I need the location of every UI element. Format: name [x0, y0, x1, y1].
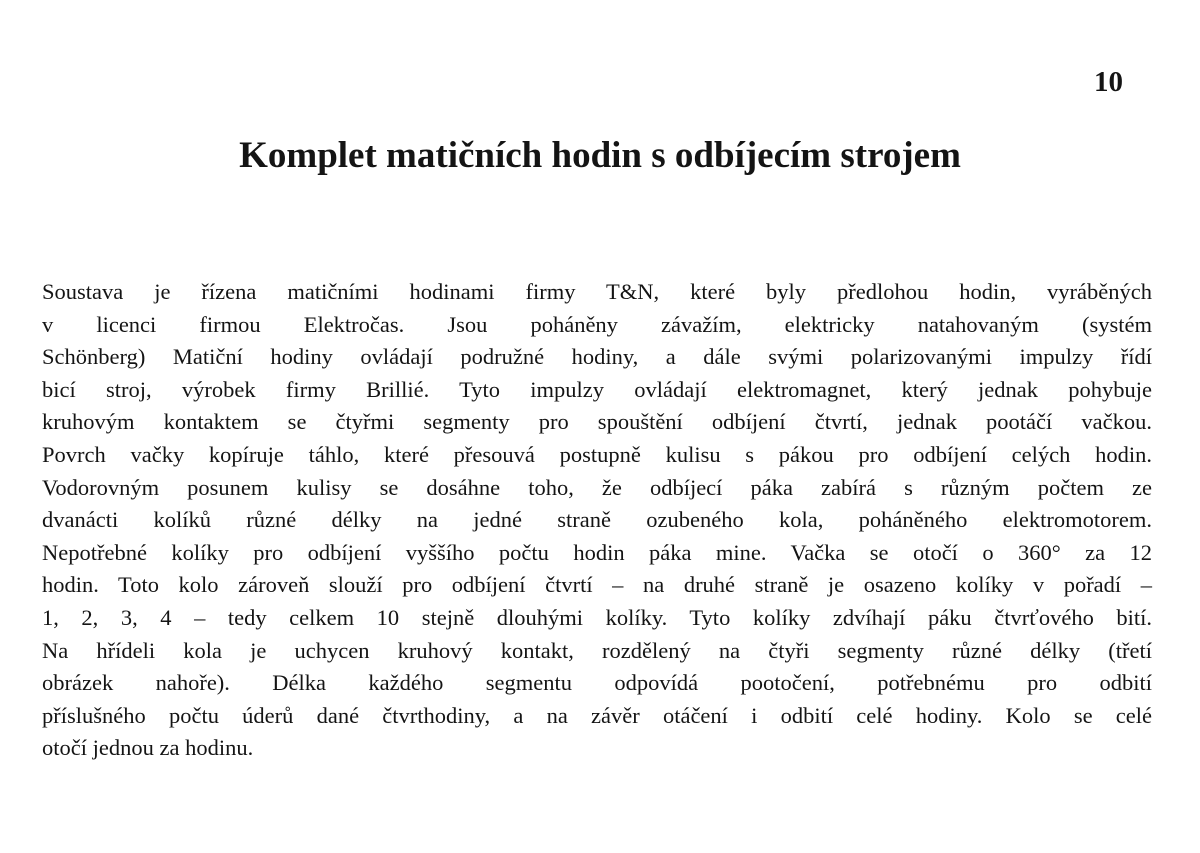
page-title: Komplet matičních hodin s odbíjecím strojem — [239, 135, 961, 176]
paragraph-line: Soustava je řízena matičními hodinami firmy T&N, které byly předlohou hodin, vyráběných — [42, 279, 1152, 304]
paragraph-line: Schönberg) Matiční hodiny ovládají podružné hodiny, a dále svými polarizovanými impulzy řídí — [42, 344, 1152, 370]
paragraph-line: Vodorovným posunem kulisy se dosáhne toho, že odbíjecí páka zabírá s různým počtem ze — [42, 474, 1152, 500]
paragraph-line: příslušného počtu úderů dané čtvrthodiny, a na závěr otáčení i odbití celé hodiny. Kolo se celé — [42, 702, 1152, 728]
paragraph-line: kruhovým kontaktem se čtyřmi segmenty pro spouštění odbíjení čtvrtí, jednak pootáčí vačkou. — [42, 409, 1152, 435]
paragraph-line: obrázek nahoře). Délka každého segmentu odpovídá pootočení, potřebnému pro odbití — [42, 670, 1152, 696]
page-number: 10 — [1094, 66, 1123, 98]
paragraph-line: bicí stroj, výrobek firmy Brillié. Tyto impulzy ovládají elektromagnet, který jednak pohybuje — [42, 376, 1152, 402]
paragraph-line: Na hřídeli kola je uchycen kruhový kontakt, rozdělený na čtyři segmenty různé délky (třetí — [42, 637, 1152, 663]
paragraph-line: otočí jednou za hodinu. — [42, 735, 254, 761]
paragraph-line: Nepotřebné kolíky pro odbíjení vyššího počtu hodin páka mine. Vačka se otočí o 360° za 12 — [42, 539, 1152, 565]
paragraph-line: dvanácti kolíků různé délky na jedné straně ozubeného kola, poháněného elektromotorem. — [42, 507, 1152, 533]
paragraph-line: v licenci firmou Elektročas. Jsou poháněny závažím, elektricky natahovaným (systém — [42, 311, 1152, 337]
paragraph-line: Povrch vačky kopíruje táhlo, které přesouvá postupně kulisu s pákou pro odbíjení celých hodin. — [42, 441, 1152, 467]
paragraph-line: hodin. Toto kolo zároveň slouží pro odbíjení čtvrtí – na druhé straně je osazeno kolíky v pořadí – — [42, 572, 1152, 598]
paragraph-line: 1, 2, 3, 4 – tedy celkem 10 stejně dlouhými kolíky. Tyto kolíky zdvíhají páku čtvrťového bití. — [42, 604, 1152, 630]
body-paragraph — [42, 276, 1152, 765]
